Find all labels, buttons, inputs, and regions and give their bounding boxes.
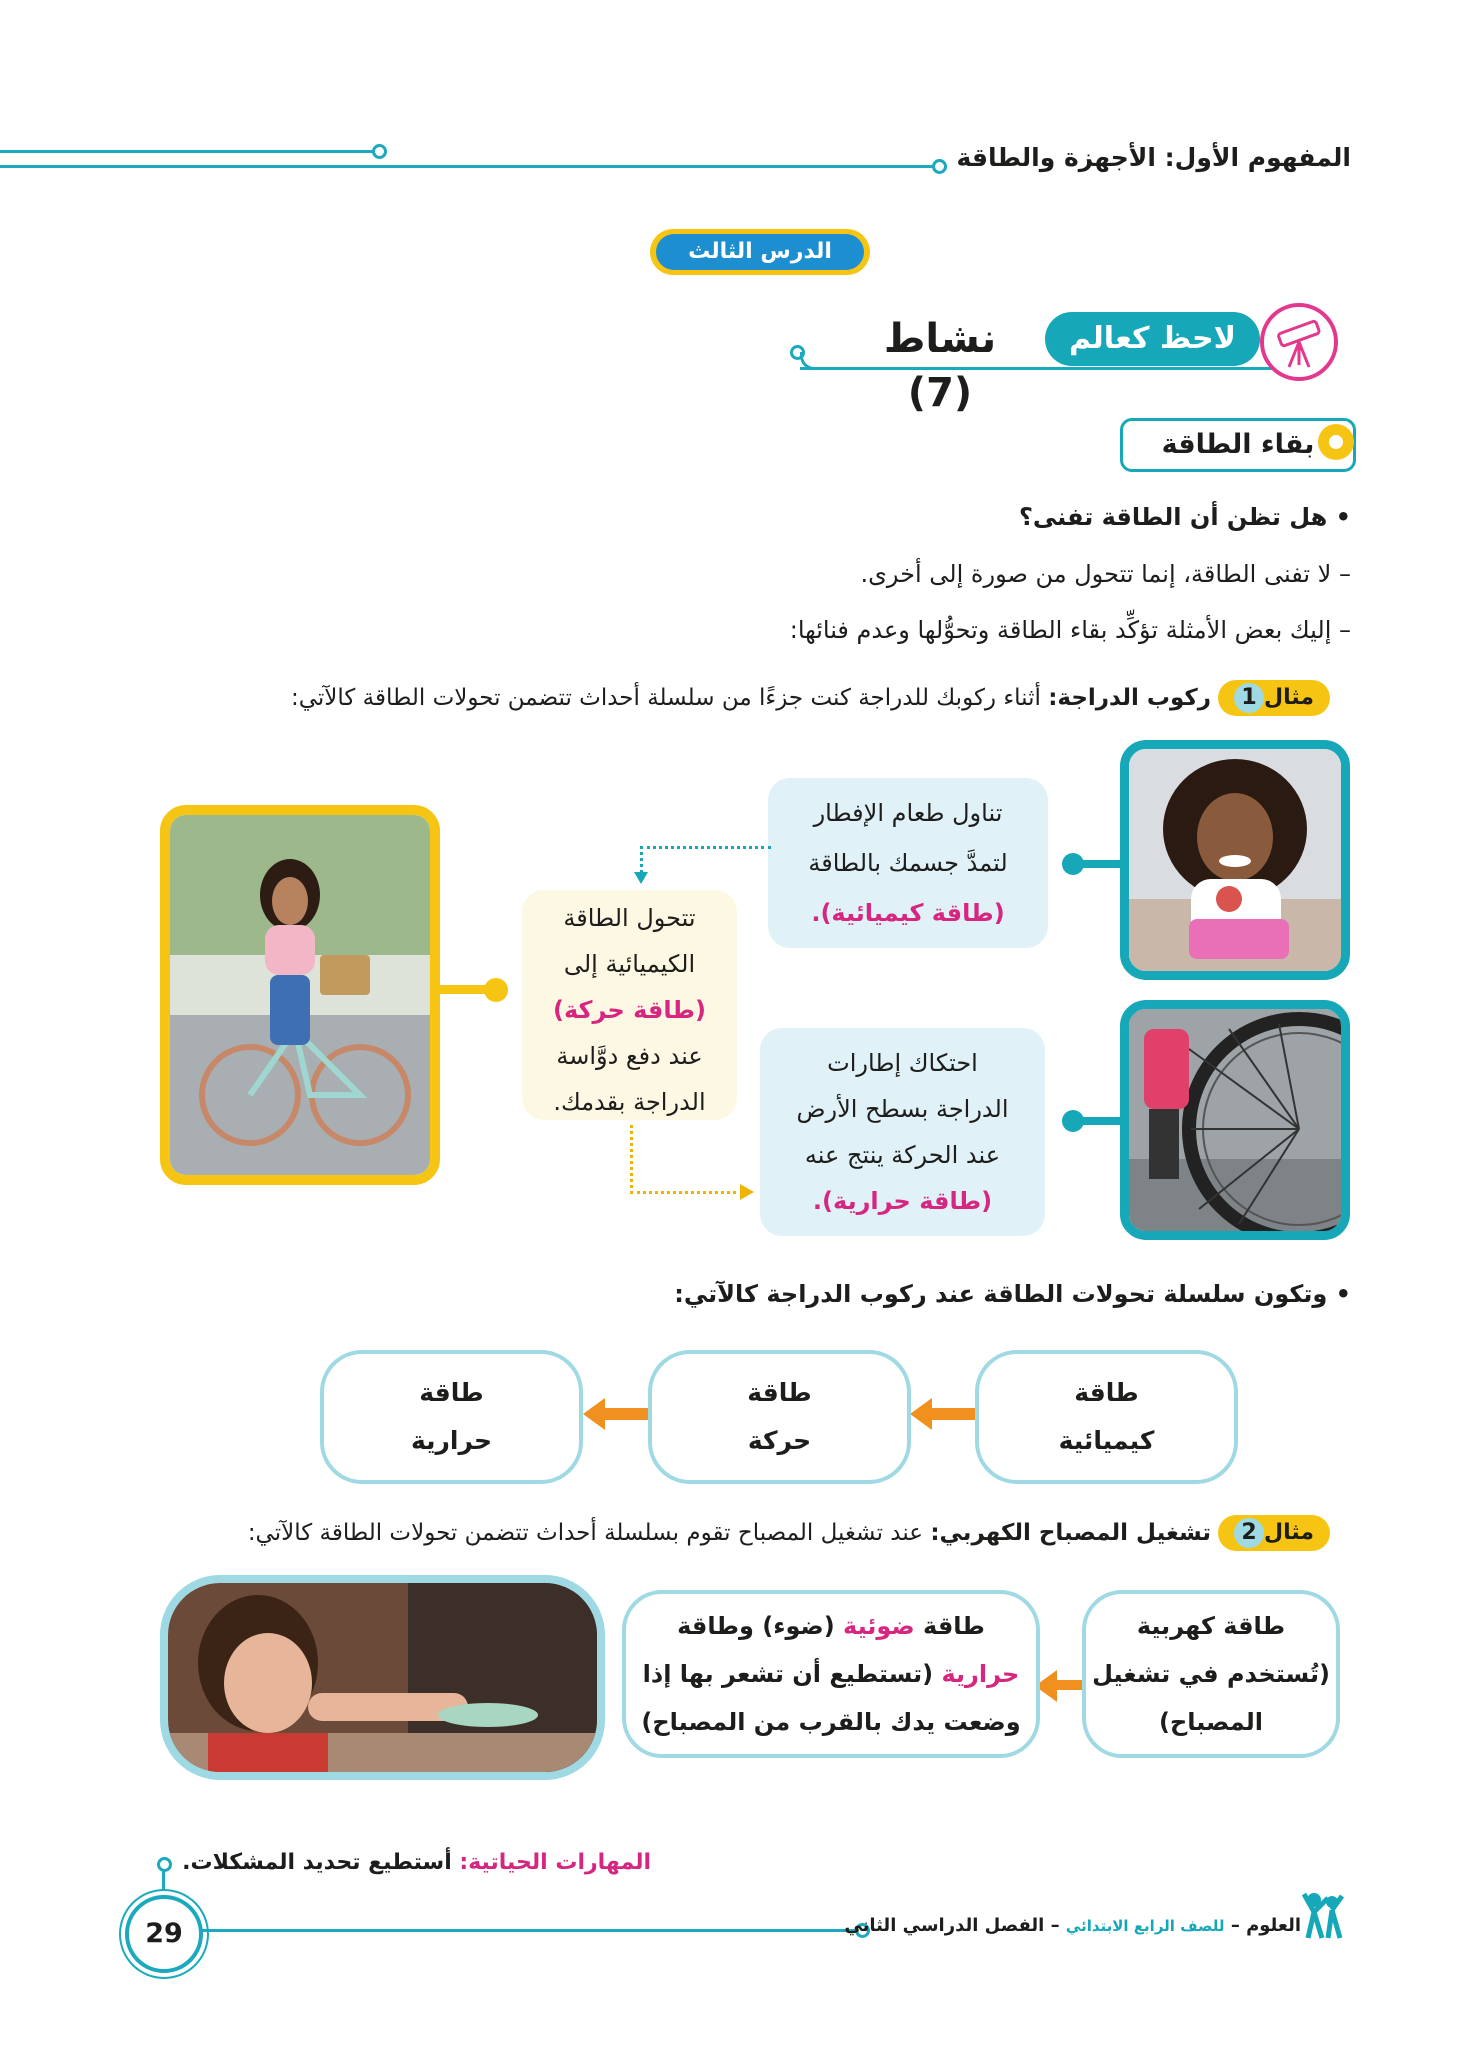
telescope-icon (1260, 303, 1338, 381)
chain-line: طاقة (419, 1378, 484, 1407)
bubble-breakfast (768, 778, 1048, 948)
box-text: (ضوء) وطاقة (677, 1612, 844, 1640)
header-line-left (0, 150, 375, 153)
life-skills-text: أستطيع تحديد المشكلات. (182, 1850, 460, 1875)
example-2-description: عند تشغيل المصباح تقوم بسلسلة أحداث تتضمن تحولات الطاقة كالآتي: (247, 1520, 931, 1546)
box-light-heat-energy (622, 1590, 1040, 1758)
footer-text (844, 1915, 1301, 1936)
example-tag-label: مثال (1264, 685, 1314, 710)
box-line (626, 1602, 1036, 1650)
photo-girl-riding-bike (160, 805, 440, 1185)
chain-intro: • وتكون سلسلة تحولات الطاقة عند ركوب الدراجة كالآتي: (674, 1280, 1351, 1308)
footer-dot (157, 1857, 172, 1872)
connector-line (1080, 860, 1122, 868)
life-skills (182, 1850, 651, 1875)
page-number-circle (125, 1895, 203, 1973)
chain-line: حركة (747, 1426, 812, 1455)
connector-line (438, 985, 488, 994)
footer-term: – الفصل الدراسي الثاني (844, 1915, 1066, 1936)
activity-title: نشاط (7) (883, 316, 997, 416)
box-text: (تستطيع أن تشعر بها إذا (642, 1660, 942, 1688)
example-2-tag (1218, 1515, 1330, 1551)
box-electric-energy (1082, 1590, 1340, 1758)
page-number: 29 (145, 1918, 183, 1949)
example-1-title: ركوب الدراجة: (1048, 685, 1211, 711)
bubble-motion-energy (522, 890, 737, 1120)
section-title: بقاء الطاقة (1120, 418, 1356, 472)
chain-box-motion (648, 1350, 911, 1484)
chain-line: كيميائية (1058, 1426, 1155, 1455)
arrow-right-icon (740, 1184, 754, 1200)
answer-text-2: – إليك بعض الأمثلة تؤكِّد بقاء الطاقة وتحوُّلها وعدم فنائها: (789, 616, 1351, 644)
lesson-badge (650, 229, 870, 275)
connector-line (1080, 1117, 1122, 1125)
bubble-line: عند الحركة ينتج عنه (804, 1141, 1001, 1169)
box-line: المصباح) (1158, 1708, 1264, 1736)
box-highlight: حرارية (941, 1660, 1020, 1688)
box-line: طاقة كهربية (1136, 1612, 1286, 1640)
bubble-line: عند دفع دوَّاسة (556, 1042, 703, 1070)
photo-girl-eating (1120, 740, 1350, 980)
chain-box-chemical (975, 1350, 1238, 1484)
example-number: 1 (1234, 683, 1264, 713)
box-line: وضعت يدك بالقرب من المصباح) (641, 1708, 1021, 1736)
box-highlight: ضوئية (843, 1612, 915, 1640)
life-skills-label: المهارات الحياتية: (459, 1850, 651, 1875)
box-line (626, 1650, 1036, 1698)
example-1-text (291, 680, 1211, 716)
footer-subject: العلوم – (1224, 1915, 1301, 1936)
chain-box-thermal (320, 1350, 583, 1484)
box-text: طاقة (914, 1612, 985, 1640)
bubble-line: لتمدَّ جسمك بالطاقة (808, 849, 1008, 877)
example-2-text (248, 1515, 1211, 1551)
chain-line: طاقة (1074, 1378, 1139, 1407)
header-line-right (0, 165, 935, 168)
footer-line (200, 1929, 860, 1932)
example-1-description: أثناء ركوبك للدراجة كنت جزءًا من سلسلة أحداث تتضمن تحولات الطاقة كالآتي: (290, 685, 1049, 711)
dotted-connector (630, 1125, 743, 1194)
bubble-line: تتحول الطاقة (563, 904, 696, 932)
example-number: 2 (1234, 1518, 1264, 1548)
header-dot (932, 159, 947, 174)
footer-grade: للصف الرابع الابتدائي (1065, 1917, 1225, 1935)
question-text: • هل تظن أن الطاقة تفنى؟ (1018, 503, 1351, 531)
answer-text-1: – لا تفنى الطاقة، إنما تتحول من صورة إلى أخرى. (860, 560, 1351, 588)
example-2-title: تشغيل المصباح الكهربي: (930, 1520, 1211, 1546)
photo-bicycle-wheel (1120, 1000, 1350, 1240)
lesson-badge-label: الدرس الثالث (656, 234, 864, 270)
activity-underline (800, 367, 1280, 370)
example-tag-label: مثال (1264, 1520, 1314, 1545)
bubble-line: الكيميائية إلى (563, 950, 696, 978)
arrow-down-icon (634, 872, 648, 884)
chain-line: حرارية (410, 1426, 493, 1455)
kids-logo-icon (1300, 1890, 1345, 1945)
arrow-left-icon (930, 1408, 975, 1420)
bubble-friction (760, 1028, 1045, 1236)
arrow-left-icon (603, 1408, 648, 1420)
photo-child-lamp (160, 1575, 605, 1780)
bubble-line-highlight: (طاقة حرارية). (812, 1187, 993, 1215)
arrow-left-icon (1055, 1680, 1082, 1690)
chain-line: طاقة (747, 1378, 812, 1407)
header-title: المفهوم الأول: الأجهزة والطاقة (956, 143, 1351, 172)
bubble-line: تناول طعام الإفطار (813, 799, 1003, 827)
example-1-tag (1218, 680, 1330, 716)
bubble-line: الدراجة بسطح الأرض (796, 1095, 1009, 1123)
bubble-line: احتكاك إطارات (827, 1049, 978, 1077)
bubble-line: الدراجة بقدمك. (553, 1088, 706, 1116)
dotted-connector (640, 846, 771, 879)
section-bullet-icon (1318, 424, 1354, 460)
activity-pill: لاحظ كعالم (1045, 312, 1260, 366)
box-line: (تُستخدم في تشغيل (1092, 1660, 1330, 1688)
bubble-line-highlight: (طاقة حركة) (553, 996, 706, 1024)
bubble-line-highlight: (طاقة كيميائية). (811, 899, 1005, 927)
header-dot (372, 144, 387, 159)
